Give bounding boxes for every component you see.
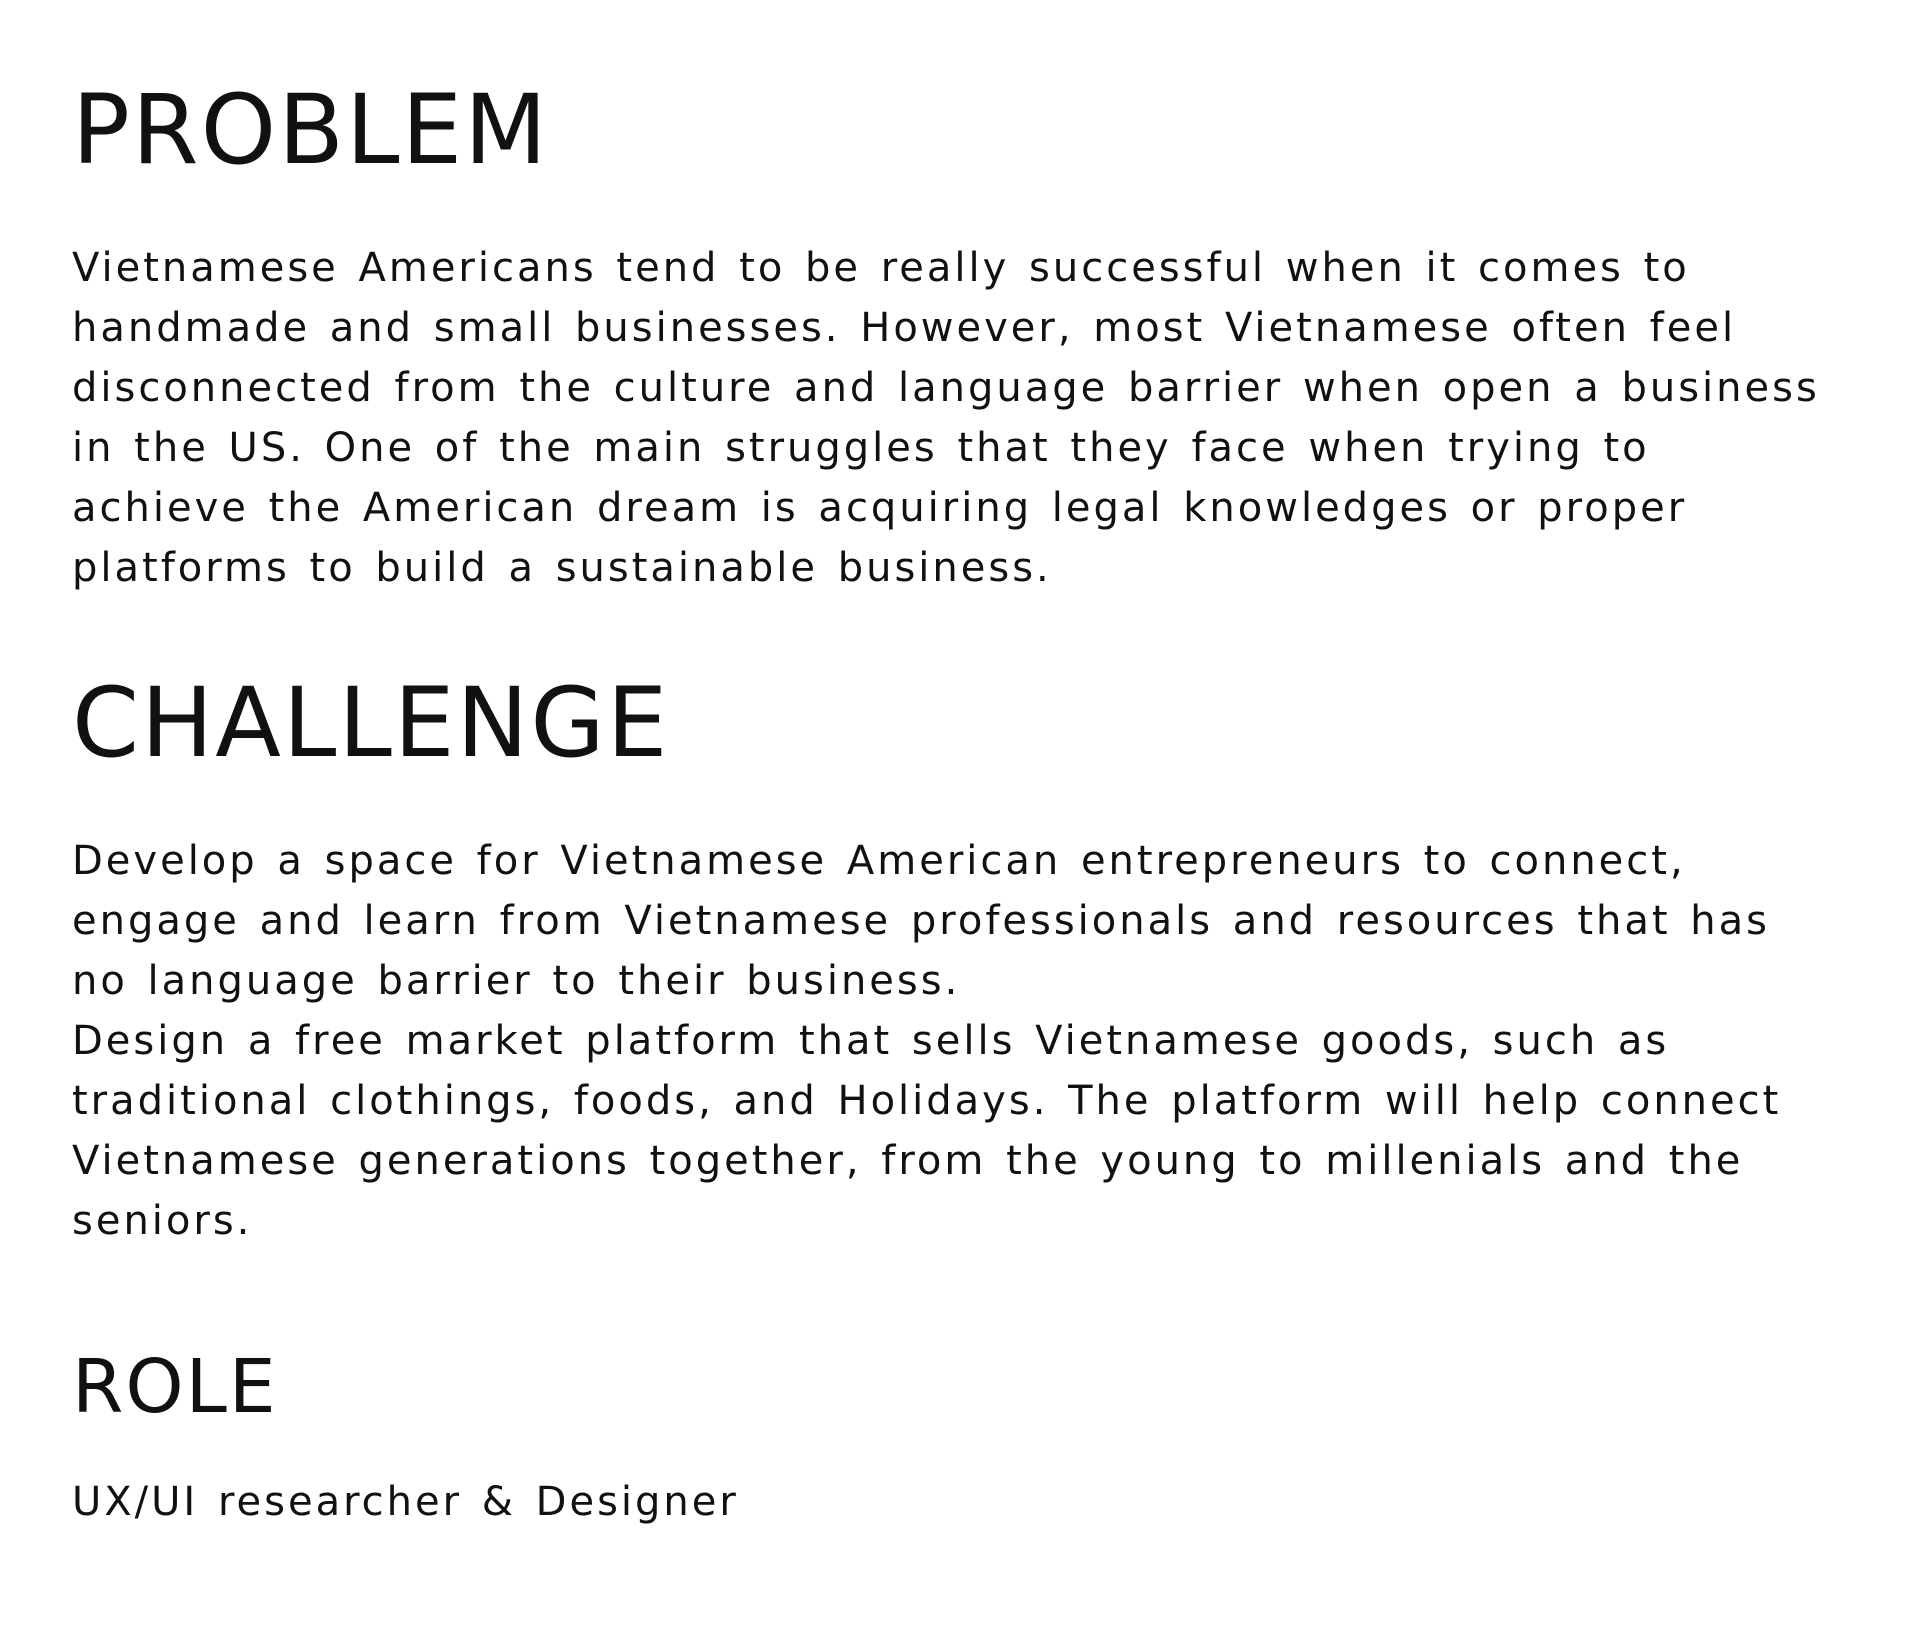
challenge-paragraph-1: Develop a space for Vietnamese American entrepreneurs to connect, engage and learn from Vietnamese professionals and resources that has no language barrier to their business. <box>72 838 1770 1004</box>
problem-paragraph: Vietnamese Americans tend to be really successful when it comes to handmade and small businesses. However, most Vietnamese often feel disconnected from the culture and language barrier when open a business in the US. One of the main struggles that they face when trying to achieve the American dream is acquiring legal knowledges or proper platforms to build a sustainable business. <box>72 245 1820 591</box>
challenge-paragraph-2: Design a free market platform that sells Vietnamese goods, such as traditional clothings, foods, and Holidays. The platform will help connect Vietnamese generations together, from the young to millenials and the seniors. <box>72 1018 1782 1244</box>
role-section <box>72 1344 1832 1532</box>
role-paragraph: UX/UI researcher & Designer <box>72 1479 739 1525</box>
challenge-heading: CHALLENGE <box>72 667 670 779</box>
challenge-section <box>72 667 1832 1251</box>
role-heading: ROLE <box>72 1344 278 1430</box>
problem-heading: PROBLEM <box>72 74 549 186</box>
problem-section <box>72 74 1832 598</box>
